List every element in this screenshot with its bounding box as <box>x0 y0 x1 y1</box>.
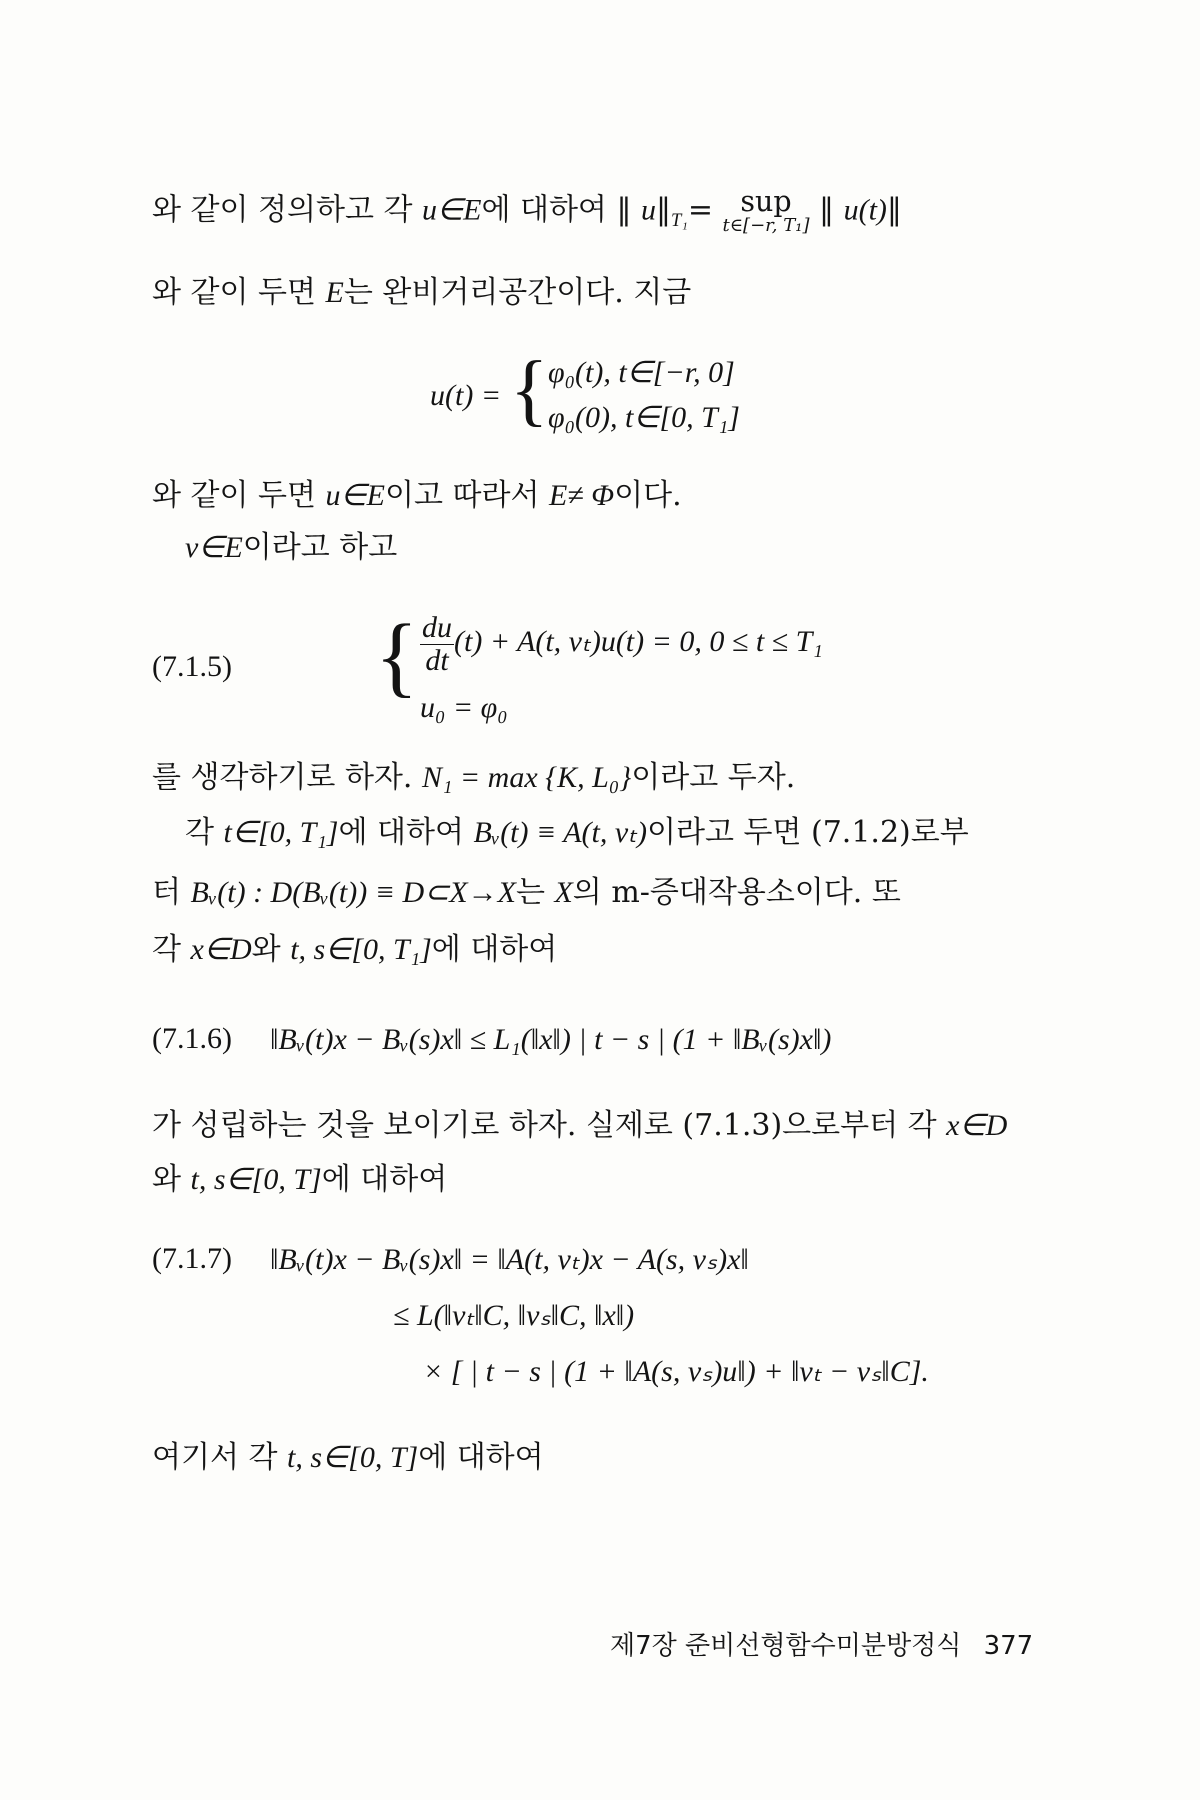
math: ‖ <box>656 192 671 228</box>
def-u-lhs: u(t) = <box>430 379 502 412</box>
text-line-5 <box>152 760 795 796</box>
text: 각 <box>185 815 224 850</box>
text: 터 <box>152 875 191 910</box>
text-line-4 <box>185 530 397 566</box>
eq-label-7-1-5: (7.1.5) <box>152 650 232 683</box>
text: 는 <box>515 875 555 910</box>
text-line-2 <box>152 275 691 311</box>
eq-7-1-5-row2: u₀ = φ₀ <box>420 691 508 724</box>
text-line-7 <box>152 875 901 911</box>
text: 여기서 각 <box>152 1440 287 1475</box>
text: 와 <box>251 932 291 967</box>
text: 이라고 두면 (7.1.2)로부 <box>647 815 969 850</box>
text-line-8 <box>152 932 557 968</box>
math: = <box>687 192 723 228</box>
text: 와 같이 정의하고 각 <box>152 192 422 228</box>
math: u(t) <box>843 193 887 227</box>
def-u-brace: { <box>510 346 549 434</box>
math: ‖ <box>886 192 902 228</box>
eq-7-1-7-row3: × [ | t − s | (1 + ‖A(s, vₛ)u‖) + ‖vₜ − vₛ‖C]. <box>423 1355 929 1388</box>
text: 는 완비거리공간이다. 지금 <box>343 275 692 310</box>
text: 에 대하여 <box>321 1162 448 1197</box>
text: 이고 따라서 <box>384 478 549 513</box>
math: Bᵥ(t) : D(Bᵥ(t)) ≡ D⊂X→X <box>190 876 516 909</box>
eq-7-1-7-row1: ‖Bᵥ(t)x − Bᵥ(s)x‖ = ‖A(t, vₜ)x − A(s, vₛ)x‖ <box>270 1243 749 1276</box>
text: 를 생각하기로 하자. <box>152 760 422 795</box>
text: 와 같이 두면 <box>152 478 326 513</box>
def-u-case2: φ₀(0), t∈[0, T₁] <box>548 401 740 434</box>
text: 이라고 두자. <box>631 760 796 795</box>
text: 에 대하여 <box>431 932 558 967</box>
text: 와 같이 두면 <box>152 275 326 310</box>
text-line-1 <box>152 185 902 236</box>
fraction-du-dt <box>420 612 454 676</box>
running-footer <box>610 1625 1033 1662</box>
eq-7-1-7-row2: ≤ L(‖vₜ‖C, ‖vₛ‖C, ‖x‖) <box>393 1299 635 1332</box>
math: E≠ Φ <box>548 479 615 512</box>
text: 와 <box>152 1162 191 1197</box>
math: X <box>554 876 573 909</box>
math: Bᵥ(t) ≡ A(t, vₜ) <box>473 816 648 849</box>
text: 각 <box>152 932 191 967</box>
fraction-numerator: du <box>422 611 452 644</box>
text: 이다. <box>614 478 682 513</box>
math: t, s∈[0, T] <box>287 1441 419 1474</box>
text: 의 m-증대작용소이다. 또 <box>572 875 901 910</box>
math: ‖ <box>809 192 835 228</box>
fraction-denominator: dt <box>425 643 449 677</box>
math: N₁ = max {K, L₀} <box>421 761 632 794</box>
sup-operator <box>722 185 810 236</box>
math: t∈[0, T₁] <box>223 816 339 849</box>
sup-range: t∈[−r, T₁] <box>722 214 810 236</box>
math: t, s∈[0, T] <box>190 1163 322 1196</box>
math: E <box>325 276 344 309</box>
text-line-11 <box>152 1440 544 1476</box>
eq-7-1-6-body: ‖Bᵥ(t)x − Bᵥ(s)x‖ ≤ L₁(‖x‖) | t − s | (1 + ‖Bᵥ(s)x‖) <box>270 1023 832 1056</box>
eq-label-7-1-6: (7.1.6) <box>152 1022 232 1055</box>
math-subscript: T₁ <box>671 209 688 231</box>
text-line-9 <box>152 1108 1007 1144</box>
page-number: 377 <box>983 1631 1034 1661</box>
sup-label: sup <box>740 185 792 218</box>
math: u∈E <box>421 193 482 227</box>
math: (t) + A(t, vₜ)u(t) = 0, 0 ≤ t ≤ T₁ <box>454 624 823 658</box>
footer-chapter: 제7장 준비선형함수미분방정식 <box>610 1631 962 1661</box>
eq-7-1-5-brace: { <box>375 607 419 706</box>
text: 이라고 하고 <box>242 530 398 565</box>
math: u∈E <box>325 479 385 512</box>
math: t, s∈[0, T₁] <box>290 933 432 966</box>
text: 가 성립하는 것을 보이기로 하자. 실제로 (7.1.3)으로부터 각 <box>152 1108 947 1143</box>
math: v∈E <box>185 531 243 564</box>
text: 에 대하여 <box>418 1440 544 1475</box>
math: x∈D <box>946 1109 1008 1142</box>
math: u <box>641 193 656 227</box>
text-line-10 <box>152 1162 447 1198</box>
text-line-3 <box>152 478 682 514</box>
def-u-case1: φ₀(t), t∈[−r, 0] <box>548 356 735 389</box>
text-line-6 <box>185 815 969 851</box>
eq-7-1-5-row1 <box>420 612 823 676</box>
eq-label-7-1-7: (7.1.7) <box>152 1242 232 1275</box>
text: 에 대하여 <box>338 815 474 850</box>
math: x∈D <box>190 933 252 966</box>
text: 에 대하여 ‖ <box>481 192 632 228</box>
